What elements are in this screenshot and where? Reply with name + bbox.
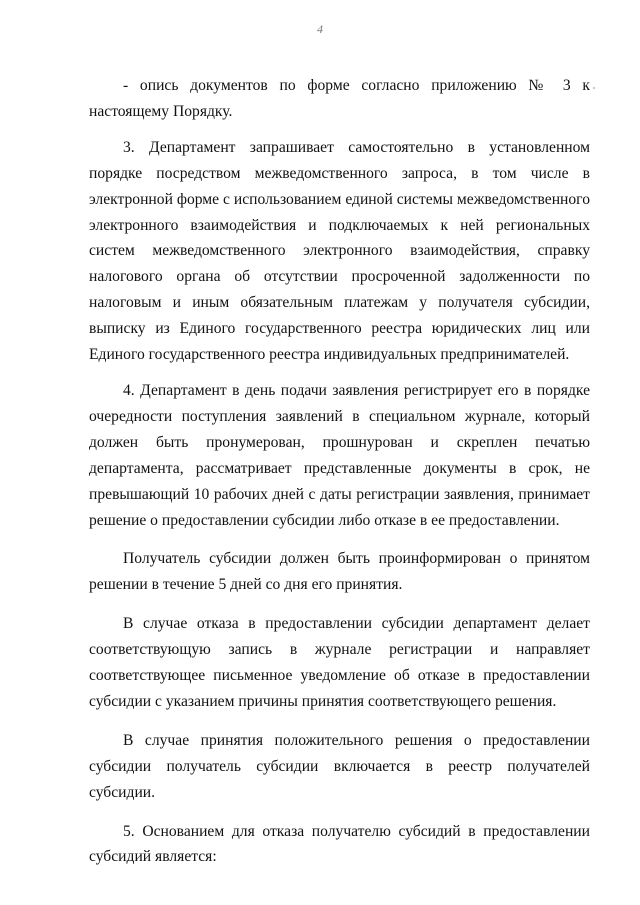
scan-speck	[593, 87, 595, 89]
paragraph-clause-4: 4. Департамент в день подачи заявления регистрирует его в порядке очередности поступления заявлений в специальном журнале, который должен быть пронумерован, прошнурован и скреплен печатью департамента, рассматривает представленные документы в срок, не превышающий 10 рабочих дней с даты регистрации заявления, принимает решение о предоставлении субсидии либо отказе в ее предоставлении.	[89, 381, 590, 529]
document-body	[89, 73, 590, 870]
paragraph-clause-3: 3. Департамент запрашивает самостоятельно в установленном порядке посредством межведомственного запроса, в том числе в электронной форме с использованием единой системы межведомственного электронного взаимодействия и подключаемых к ней региональных систем межведомственного электронного взаимодействия, справку налогового органа об отсутствии просроченной задолженности по налоговым и иным обязательным платежам у получателя субсидии, выписку из Единого государственного реестра юридических лиц или Единого государственного реестра индивидуальных предпринимателей.	[89, 138, 590, 364]
paragraph-positive-decision: В случае принятия положительного решения о предоставлении субсидии получатель субсидии включается в реестр получателей субсидии.	[89, 731, 590, 801]
page-number: 4	[317, 22, 323, 36]
paragraph-refusal-case: В случае отказа в предоставлении субсидии департамент делает соответствующую запись в журнале регистрации и направляет соответствующее письменное уведомление об отказе в предоставлении субсидии с указанием причины принятия соответствующего решения.	[89, 615, 590, 710]
paragraph-notification: Получатель субсидии должен быть проинформирован о принятом решении в течение 5 дней со дня его принятия.	[89, 550, 590, 594]
paragraph-clause-5: 5. Основанием для отказа получателю субсидий в предоставлении субсидий является:	[89, 822, 590, 866]
paragraph-inventory-item: - опись документов по форме согласно приложению № 3 к настоящему Порядку.	[89, 77, 590, 120]
